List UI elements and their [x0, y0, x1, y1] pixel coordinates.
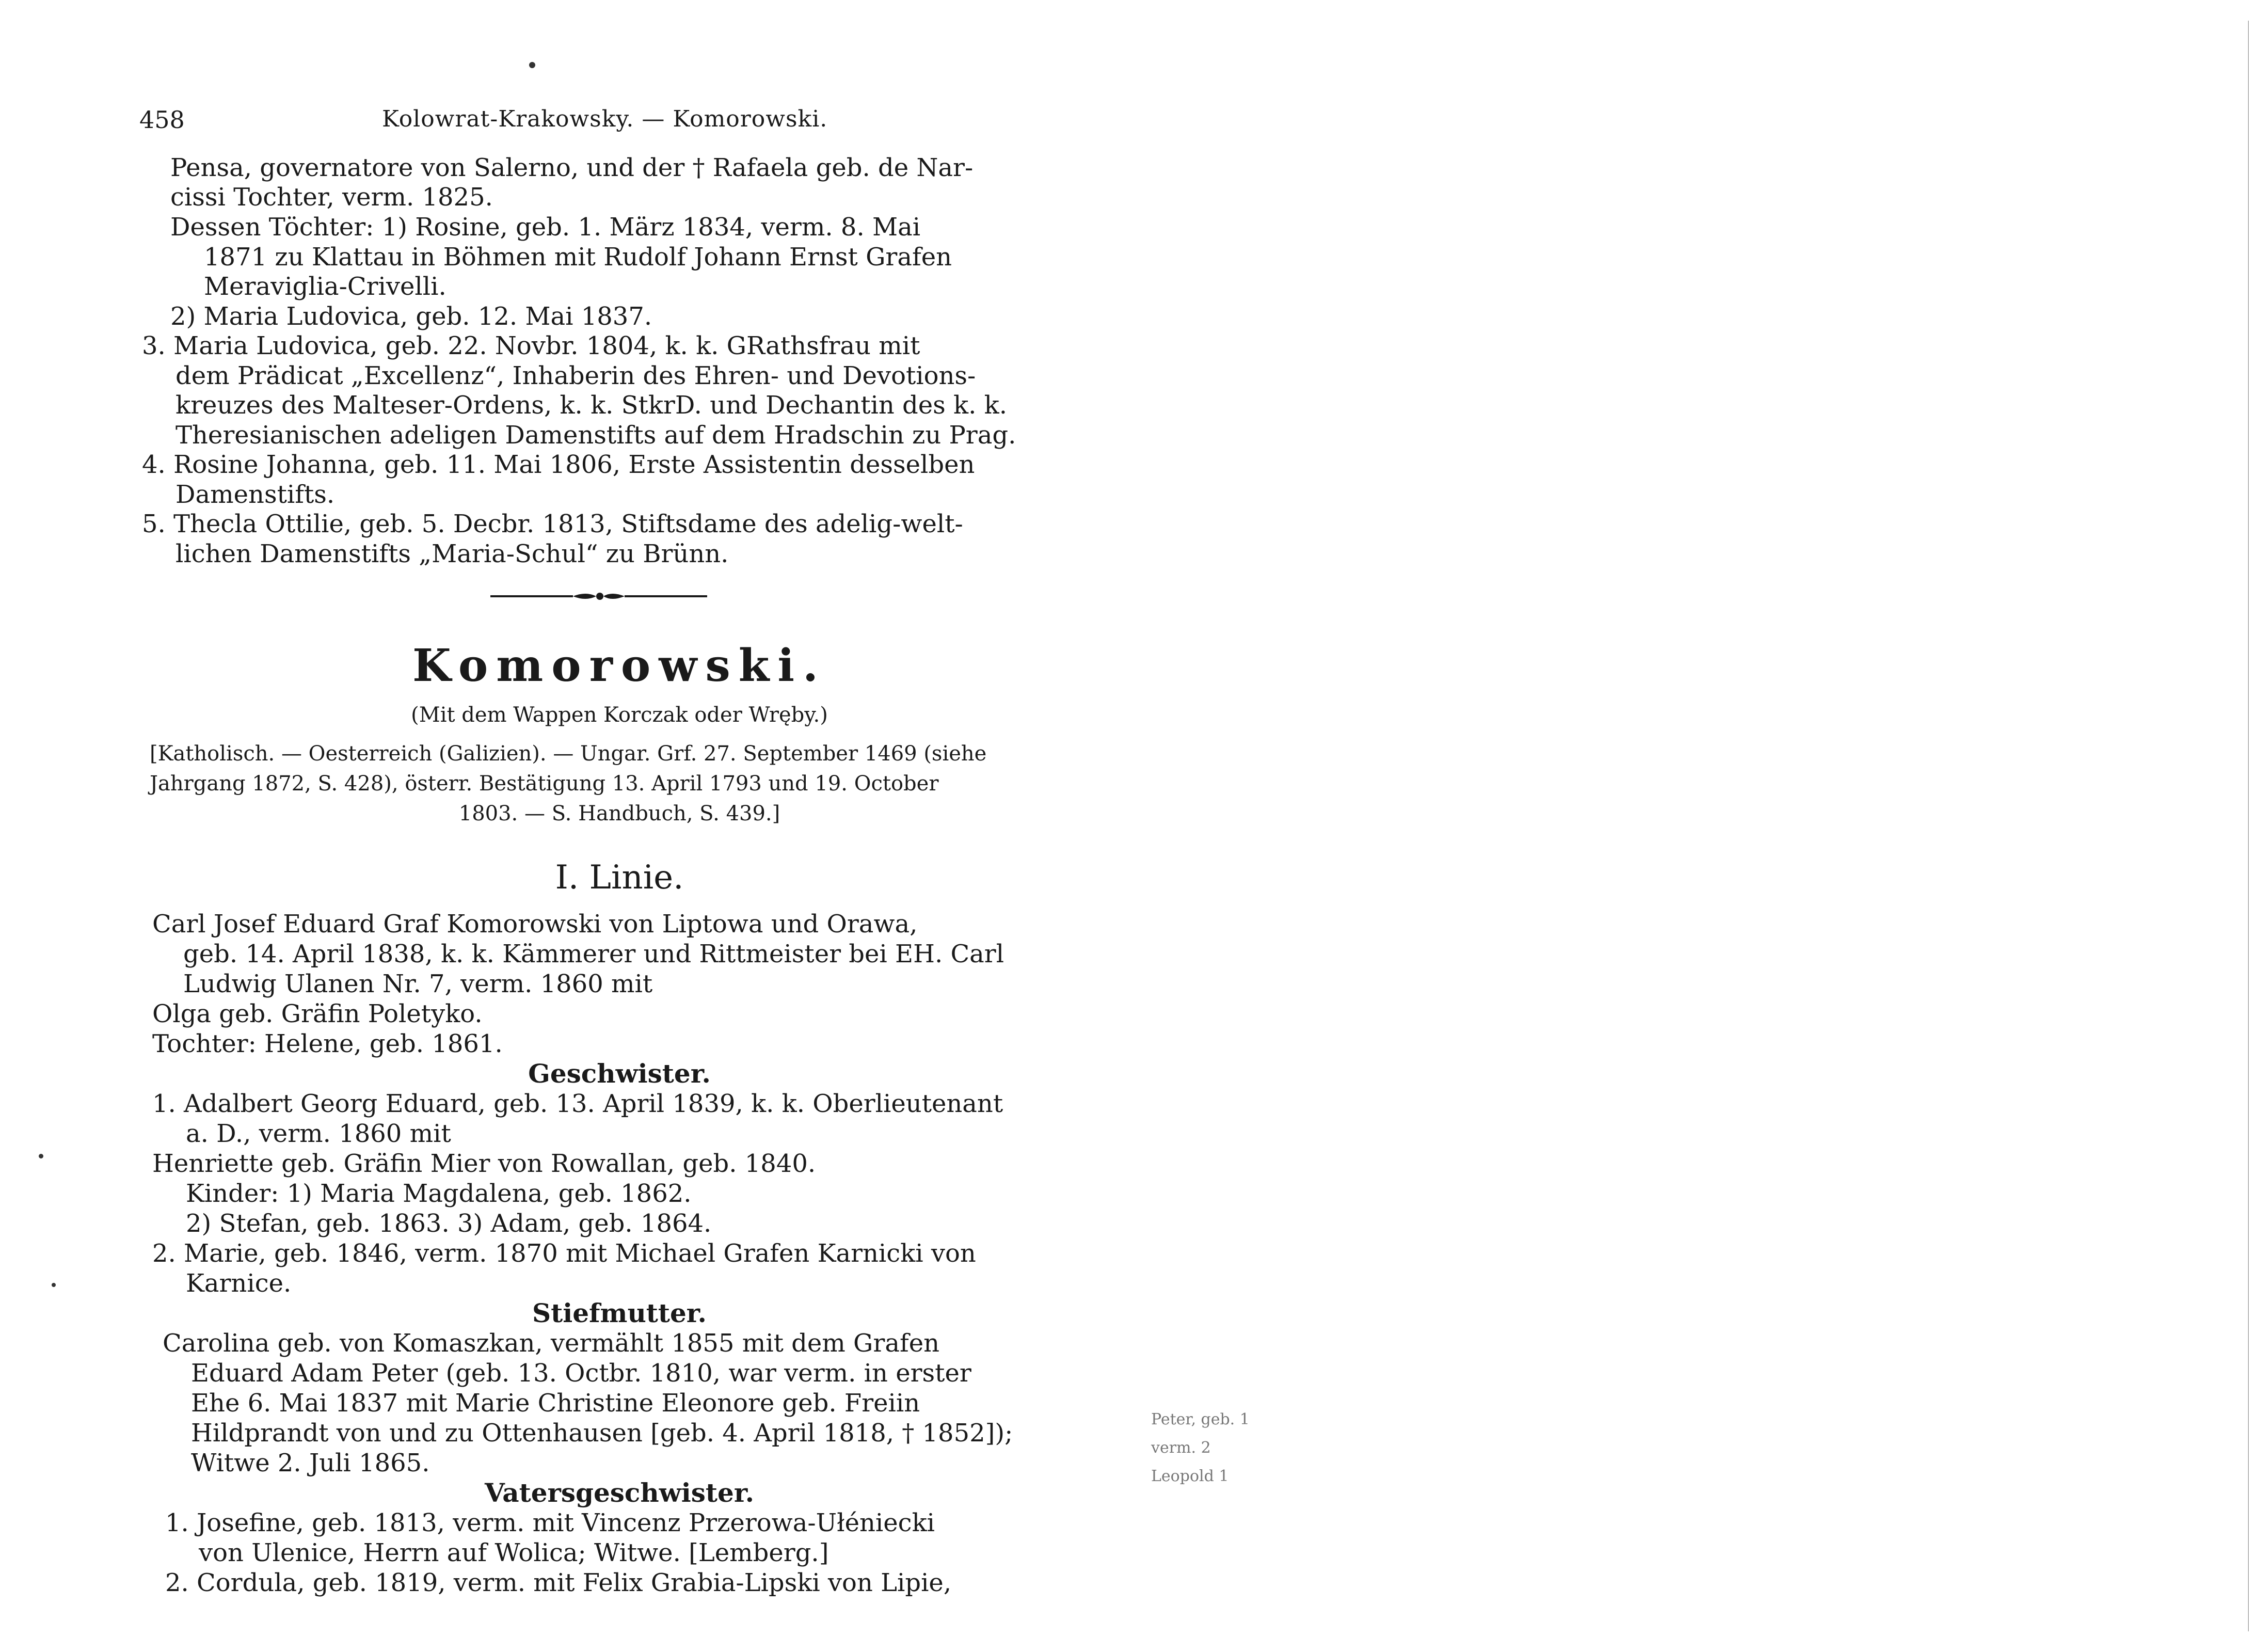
family-note-line: 1803. — S. Handbuch, S. 439.]: [458, 802, 780, 825]
text-line: Pensa, governatore von Salerno, und der † Rafaela geb. de Nar-: [170, 153, 974, 182]
text-line: Carolina geb. von Komaszkan, vermählt 1855 mit dem Grafen: [163, 1329, 940, 1358]
text-line: 4. Rosine Johanna, geb. 11. Mai 1806, Erste Assistentin desselben: [142, 450, 975, 479]
text-line: Olga geb. Gräfin Poletyko.: [152, 999, 483, 1028]
text-line: von Ulenice, Herrn auf Wolica; Witwe. [Lemberg.]: [199, 1538, 829, 1567]
text-line: 2) Maria Ludovica, geb. 12. Mai 1837.: [170, 302, 652, 331]
coat-of-arms-note: (Mit dem Wappen Korczak oder Wręby.): [411, 703, 828, 727]
section-title: I. Linie.: [555, 859, 684, 897]
text-line: Carl Josef Eduard Graf Komorowski von Liptowa und Orawa,: [152, 910, 918, 939]
subheading-paternal-siblings: Vatersgeschwister.: [485, 1478, 754, 1508]
text-line: 3. Maria Ludovica, geb. 22. Novbr. 1804, k. k. GRathsfrau mit: [142, 331, 920, 360]
text-line: dem Prädicat „Excellenz“, Inhaberin des Ehren- und Devotions-: [176, 361, 976, 390]
running-title: Kolowrat-Krakowsky. — Komorowski.: [382, 106, 828, 132]
family-note-line: [Katholisch. — Oesterreich (Galizien). — Ungar. Grf. 27. September 1469 (siehe: [150, 742, 987, 766]
text-line: Eduard Adam Peter (geb. 13. Octbr. 1810, war verm. in erster: [191, 1359, 971, 1388]
text-line: 2) Stefan, geb. 1863. 3) Adam, geb. 1864.: [186, 1209, 712, 1238]
scan-speck: [529, 62, 535, 68]
text-line: Witwe 2. Juli 1865.: [191, 1449, 430, 1478]
scan-speck: [52, 1283, 56, 1287]
page-header: [139, 106, 1068, 137]
text-line: kreuzes des Malteser-Ordens, k. k. StkrD. und Dechantin des k. k.: [176, 391, 1007, 420]
adjacent-page-margin: [1120, 0, 1250, 1652]
text-line: geb. 14. April 1838, k. k. Kämmerer und Rittmeister bei EH. Carl: [183, 940, 1004, 968]
text-line: Meraviglia-Crivelli.: [204, 272, 446, 301]
adjacent-fragment: Peter, geb. 1: [1151, 1410, 1250, 1428]
scan-speck: [39, 1154, 43, 1158]
text-line: Karnice.: [186, 1269, 292, 1298]
text-line: 1. Adalbert Georg Eduard, geb. 13. April 1839, k. k. Oberlieutenant: [152, 1089, 1003, 1118]
text-line: a. D., verm. 1860 mit: [186, 1119, 451, 1148]
text-line: Ehe 6. Mai 1837 mit Marie Christine Eleonore geb. Freiin: [191, 1389, 920, 1418]
text-line: Damenstifts.: [176, 480, 335, 509]
text-line: cissi Tochter, verm. 1825.: [170, 183, 493, 212]
adjacent-fragment: verm. 2: [1151, 1439, 1211, 1457]
text-line: Tochter: Helene, geb. 1861.: [152, 1029, 503, 1058]
ornamental-divider: [490, 589, 707, 604]
text-line: Hildprandt von und zu Ottenhausen [geb. 4. April 1818, † 1852]);: [191, 1419, 1013, 1448]
adjacent-fragment: Leopold 1: [1151, 1467, 1229, 1485]
subheading-stepmother: Stiefmutter.: [532, 1298, 707, 1328]
subheading-siblings: Geschwister.: [528, 1058, 711, 1089]
family-title: Komorowski.: [412, 640, 826, 692]
text-line: Ludwig Ulanen Nr. 7, verm. 1860 mit: [183, 970, 653, 998]
text-line: 1871 zu Klattau in Böhmen mit Rudolf Johann Ernst Grafen: [204, 243, 952, 272]
text-line: Dessen Töchter: 1) Rosine, geb. 1. März 1834, verm. 8. Mai: [170, 213, 921, 242]
text-line: Kinder: 1) Maria Magdalena, geb. 1862.: [186, 1179, 692, 1208]
text-line: Theresianischen adeligen Damenstifts auf dem Hradschin zu Prag.: [176, 421, 1016, 450]
text-line: 2. Cordula, geb. 1819, verm. mit Felix Grabia-Lipski von Lipie,: [165, 1568, 952, 1597]
text-line: Henriette geb. Gräfin Mier von Rowallan, geb. 1840.: [152, 1149, 816, 1178]
text-line: 1. Josefine, geb. 1813, verm. mit Vincenz Przerowa-Ułéniecki: [165, 1508, 935, 1537]
page-number: 458: [139, 106, 185, 134]
text-line: lichen Damenstifts „Maria-Schul“ zu Brünn.: [176, 539, 729, 568]
family-note-line: Jahrgang 1872, S. 428), österr. Bestätigung 13. April 1793 und 19. October: [150, 772, 939, 796]
text-line: 2. Marie, geb. 1846, verm. 1870 mit Michael Grafen Karnicki von: [152, 1239, 976, 1268]
text-line: 5. Thecla Ottilie, geb. 5. Decbr. 1813, Stiftsdame des adelig-welt-: [142, 510, 963, 538]
